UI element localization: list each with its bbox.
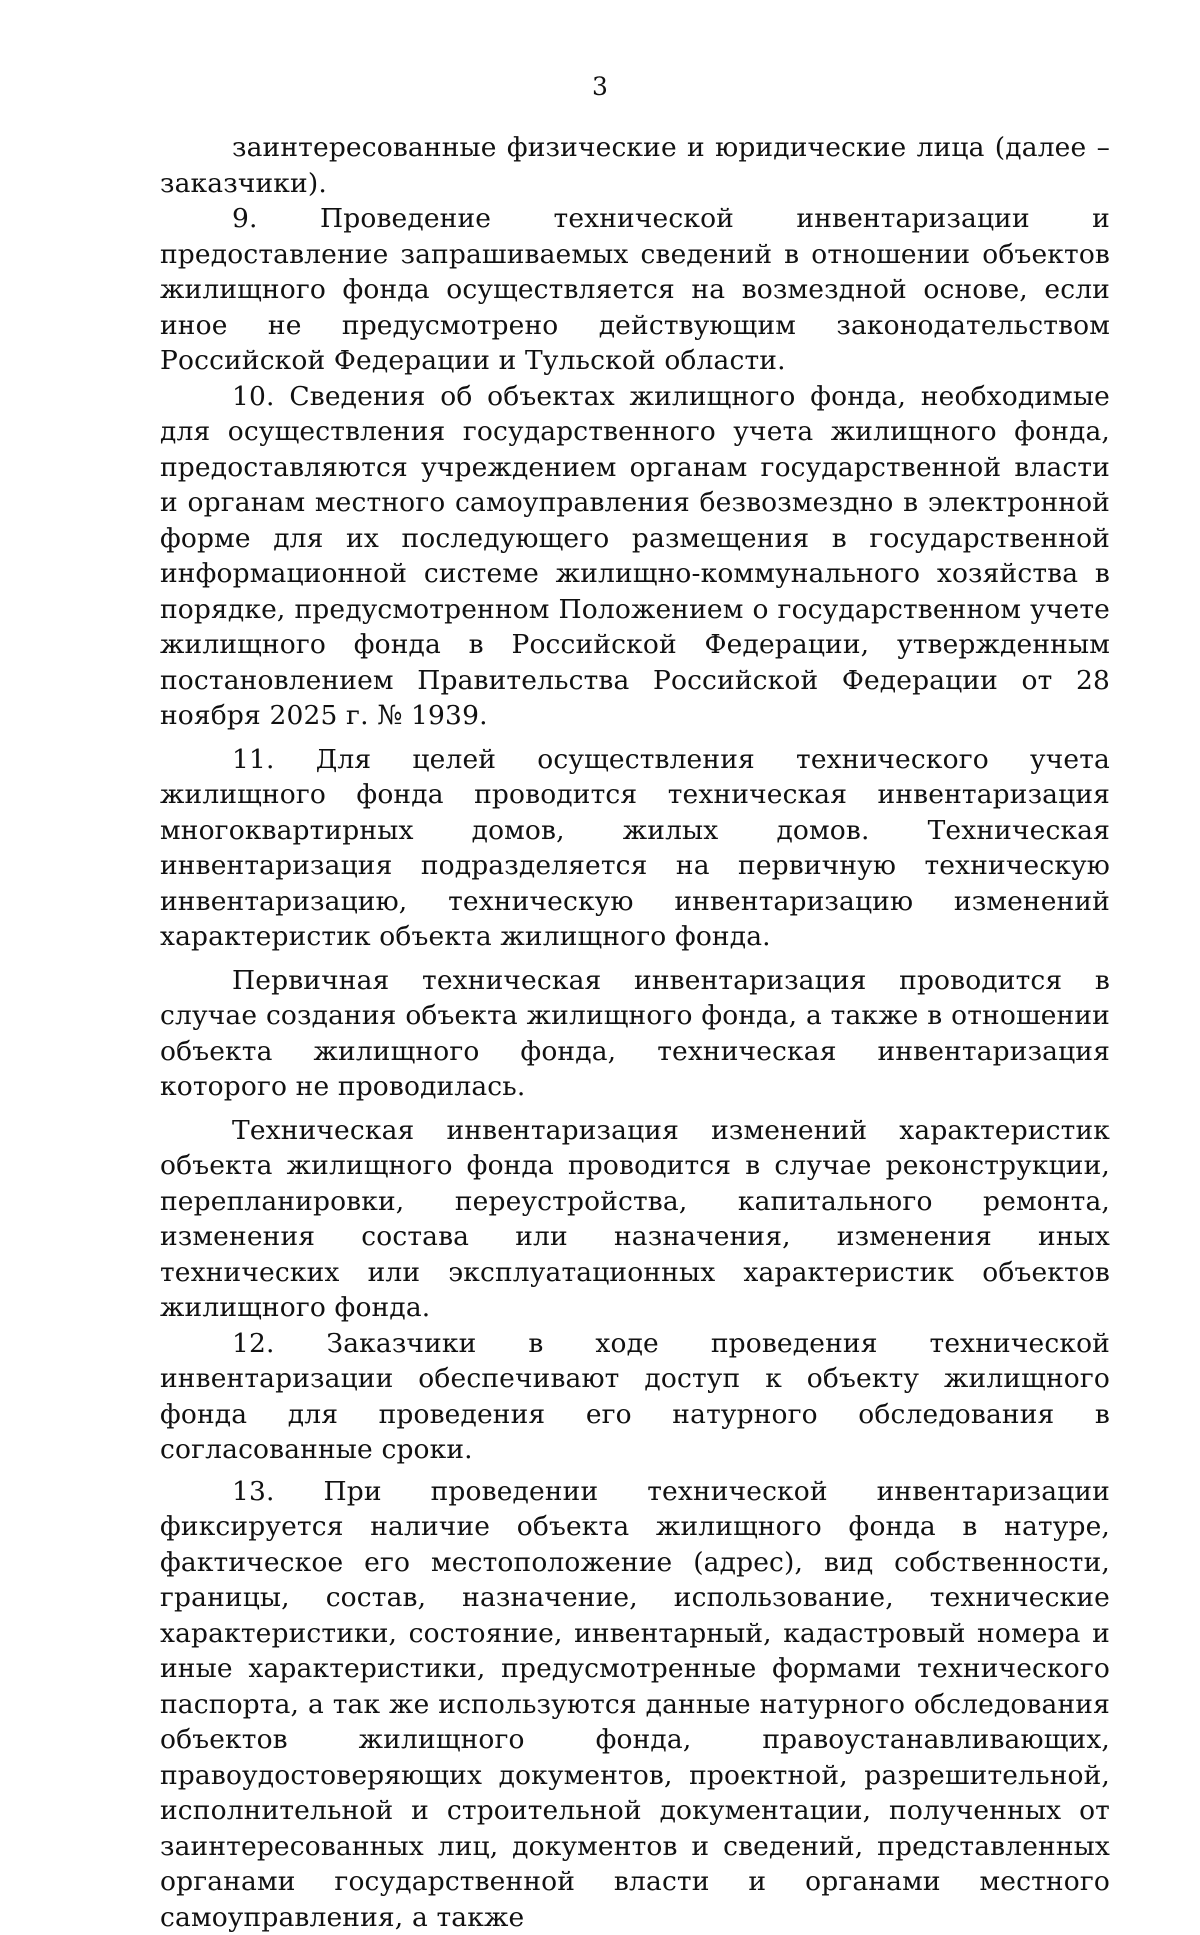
paragraph-primary-inventory: Первичная техническая инвентаризация проводится в случае создания объекта жилищного фонда, а также в отношении объекта жилищного фонда, техническая инвентаризация которого не проводилась. bbox=[160, 963, 1110, 1105]
paragraph-item-9: 9. Проведение технической инвентаризации и предоставление запрашиваемых сведений в отношении объектов жилищного фонда осуществляется на возмездной основе, если иное не предусмотрено действующим законодательством Российской Федерации и Тульской области. bbox=[160, 201, 1110, 379]
paragraph-item-11: 11. Для целей осуществления технического учета жилищного фонда проводится техническая инвентаризация многоквартирных домов, жилых домов. Техническая инвентаризация подразделяется на первичную техническую инвентаризацию, техническую инвентаризацию изменений характеристик объекта жилищного фонда. bbox=[160, 742, 1110, 955]
page-number: 3 bbox=[0, 72, 1200, 102]
paragraph-item-13: 13. При проведении технической инвентаризации фиксируется наличие объекта жилищного фонда в натуре, фактическое его местоположение (адрес), вид собственности, границы, состав, назначение, использование, технические характеристики, состояние, инвентарный, кадастровый номера и иные характеристики, предусмотренные формами технического паспорта, а так же используются данные натурного обследования объектов жилищного фонда, правоустанавливающих, правоудостоверяющих документов, проектной, разрешительной, исполнительной и строительной документации, полученных от заинтересованных лиц, документов и сведений, представленных органами государственной власти и органами местного самоуправления, а также bbox=[160, 1474, 1110, 1935]
paragraph-continuation: заинтересованные физические и юридические лица (далее – заказчики). bbox=[160, 130, 1110, 201]
paragraph-item-12: 12. Заказчики в ходе проведения технической инвентаризации обеспечивают доступ к объекту жилищного фонда для проведения его натурного обследования в согласованные сроки. bbox=[160, 1326, 1110, 1468]
paragraph-changes-inventory: Техническая инвентаризация изменений характеристик объекта жилищного фонда проводится в случае реконструкции, перепланировки, переустройства, капитального ремонта, изменения состава или назначения, изменения иных технических или эксплуатационных характеристик объектов жилищного фонда. bbox=[160, 1113, 1110, 1326]
paragraph-item-10: 10. Сведения об объектах жилищного фонда, необходимые для осуществления государственного учета жилищного фонда, предоставляются учреждением органам государственной власти и органам местного самоуправления безвозмездно в электронной форме для их последующего размещения в государственной информационной системе жилищно-коммунального хозяйства в порядке, предусмотренном Положением о государственном учете жилищного фонда в Российской Федерации, утвержденным постановлением Правительства Российской Федерации от 28 ноября 2025 г. № 1939. bbox=[160, 379, 1110, 734]
document-body bbox=[160, 130, 1110, 1935]
